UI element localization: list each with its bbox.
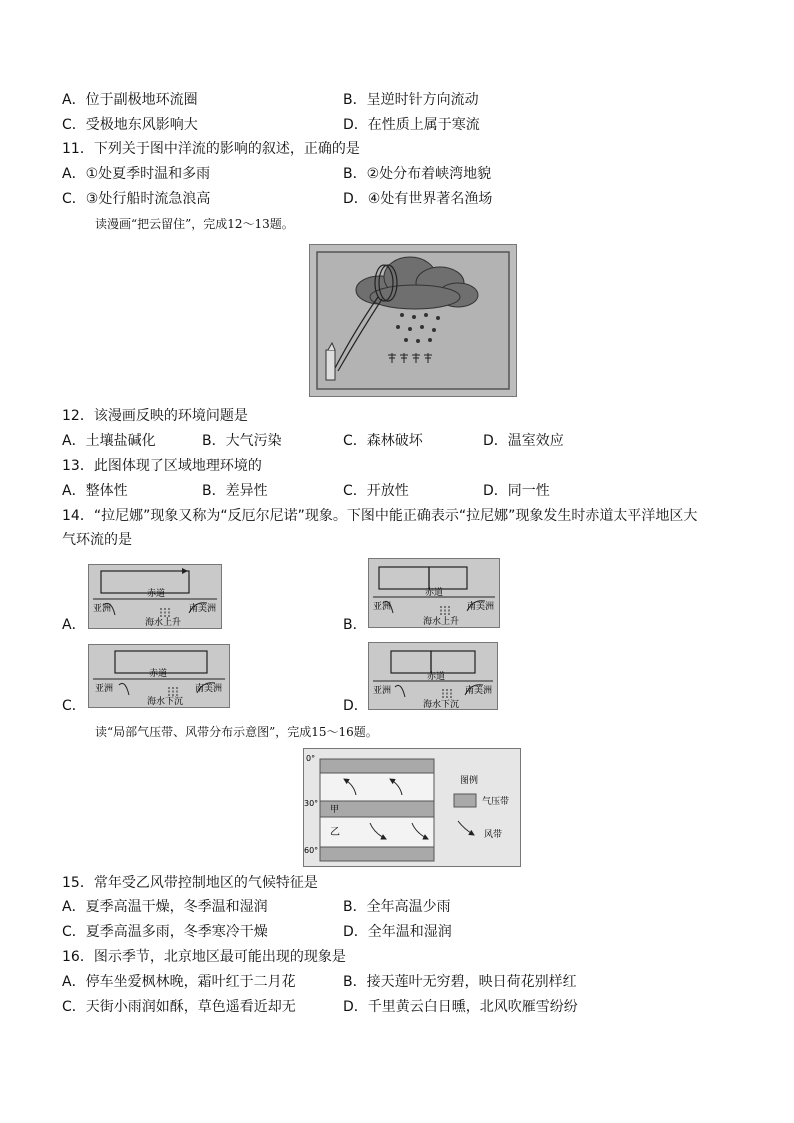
q14-option-b-label: B． [343, 617, 367, 633]
q14-diagram-c [88, 644, 230, 708]
circulation-diagram-c [89, 645, 229, 707]
legend-wind-label: 风带 [484, 830, 503, 840]
label-asia: 亚洲 [373, 602, 392, 612]
intro-15-16: 读“局部气压带、风带分布示意图”，完成15～16题。 [95, 725, 378, 739]
q11-option-c: C．③处行船时流急浪高 [62, 191, 211, 207]
q15-option-c: C．夏季高温多雨，冬季寒冷干燥 [62, 924, 268, 940]
pressure-wind-belt-diagram [303, 748, 521, 867]
q10-option-b: B．呈逆时针方向流动 [343, 92, 479, 108]
label-equator: 赤道 [149, 669, 168, 679]
cartoon-illustration [310, 245, 516, 396]
intro-12-13: 读漫画“把云留住”，完成12～13题。 [95, 217, 294, 231]
legend-pressure-label: 气压带 [482, 797, 510, 807]
q10-option-a: A．位于副极地环流圈 [62, 92, 198, 108]
q13-stem: 13．此图体现了区域地理环境的 [62, 458, 262, 474]
q12-option-d: D．温室效应 [483, 433, 564, 449]
label-south-america: 南美洲 [195, 684, 223, 694]
q15-option-a: A．夏季高温干燥，冬季温和湿润 [62, 899, 268, 915]
circulation-diagram-d [369, 643, 497, 709]
q12-option-c: C．森林破坏 [343, 433, 423, 449]
label-lat-60: 60° [304, 846, 319, 855]
q12-stem: 12．该漫画反映的环境问题是 [62, 408, 248, 424]
label-south-america: 南美洲 [189, 604, 217, 614]
q10-option-c: C．受极地东风影响大 [62, 117, 198, 133]
q11-option-a: A．①处夏季时温和多雨 [62, 166, 211, 182]
label-south-america: 南美洲 [465, 686, 493, 696]
belt-illustration [304, 749, 520, 866]
label-sinking: 海水下沉 [147, 697, 184, 707]
q15-option-d: D．全年温和湿润 [343, 924, 452, 940]
circulation-diagram-a [89, 565, 221, 628]
circulation-diagram-b [369, 559, 499, 627]
label-asia: 亚洲 [95, 684, 114, 694]
q16-option-c: C．天街小雨润如酥，草色遥看近却无 [62, 999, 296, 1015]
q13-option-d: D．同一性 [483, 483, 550, 499]
q14-diagram-a [88, 564, 222, 629]
label-south-america: 南美洲 [467, 602, 495, 612]
q14-stem-line2: 气环流的是 [62, 532, 132, 548]
label-sinking: 海水下沉 [423, 700, 460, 709]
q14-diagram-b [368, 558, 500, 628]
q12-option-a: A．土壤盐碱化 [62, 433, 156, 449]
label-yi: 乙 [330, 827, 340, 838]
label-equator: 赤道 [147, 589, 166, 599]
q16-option-a: A．停车坐爱枫林晚，霜叶红于二月花 [62, 974, 296, 990]
label-asia: 亚洲 [373, 686, 392, 696]
label-lat-30: 30° [304, 799, 319, 808]
q11-stem: 11．下列关于图中洋流的影响的叙述，正确的是 [62, 141, 360, 157]
cartoon-figure [309, 244, 517, 397]
q11-option-d: D．④处有世界著名渔场 [343, 191, 493, 207]
label-upwelling: 海水上升 [423, 617, 460, 627]
q16-option-d: D．千里黄云白日曛，北风吹雁雪纷纷 [343, 999, 578, 1015]
q12-option-b: B．大气污染 [202, 433, 282, 449]
q15-option-b: B．全年高温少雨 [343, 899, 451, 915]
q14-stem-line1: 14．“拉尼娜”现象又称为“反厄尔尼诺”现象。下图中能正确表示“拉尼娜”现象发生时赤道太平洋地区大 [62, 508, 698, 524]
q15-stem: 15．常年受乙风带控制地区的气候特征是 [62, 875, 318, 891]
q16-stem: 16．图示季节，北京地区最可能出现的现象是 [62, 949, 346, 965]
legend-wind-icon [458, 821, 474, 835]
legend-pressure-swatch [454, 794, 476, 807]
legend-title: 图例 [460, 776, 479, 786]
label-equator: 赤道 [425, 588, 444, 598]
q10-option-d: D．在性质上属于寒流 [343, 117, 480, 133]
q13-option-b: B．差异性 [202, 483, 268, 499]
label-equator: 赤道 [427, 672, 446, 682]
label-lat-0: 0° [306, 754, 316, 763]
q11-option-b: B．②处分布着峡湾地貌 [343, 166, 492, 182]
q13-option-a: A．整体性 [62, 483, 128, 499]
q16-option-b: B．接天莲叶无穷碧，映日荷花别样红 [343, 974, 577, 990]
label-asia: 亚洲 [93, 604, 112, 614]
q14-option-a-label: A． [62, 617, 86, 633]
q13-option-c: C．开放性 [343, 483, 409, 499]
label-jia: 甲 [330, 805, 340, 815]
q14-option-d-label: D． [343, 698, 368, 714]
q14-diagram-d [368, 642, 498, 710]
label-upwelling: 海水上升 [145, 618, 182, 628]
q14-option-c-label: C． [62, 698, 86, 714]
